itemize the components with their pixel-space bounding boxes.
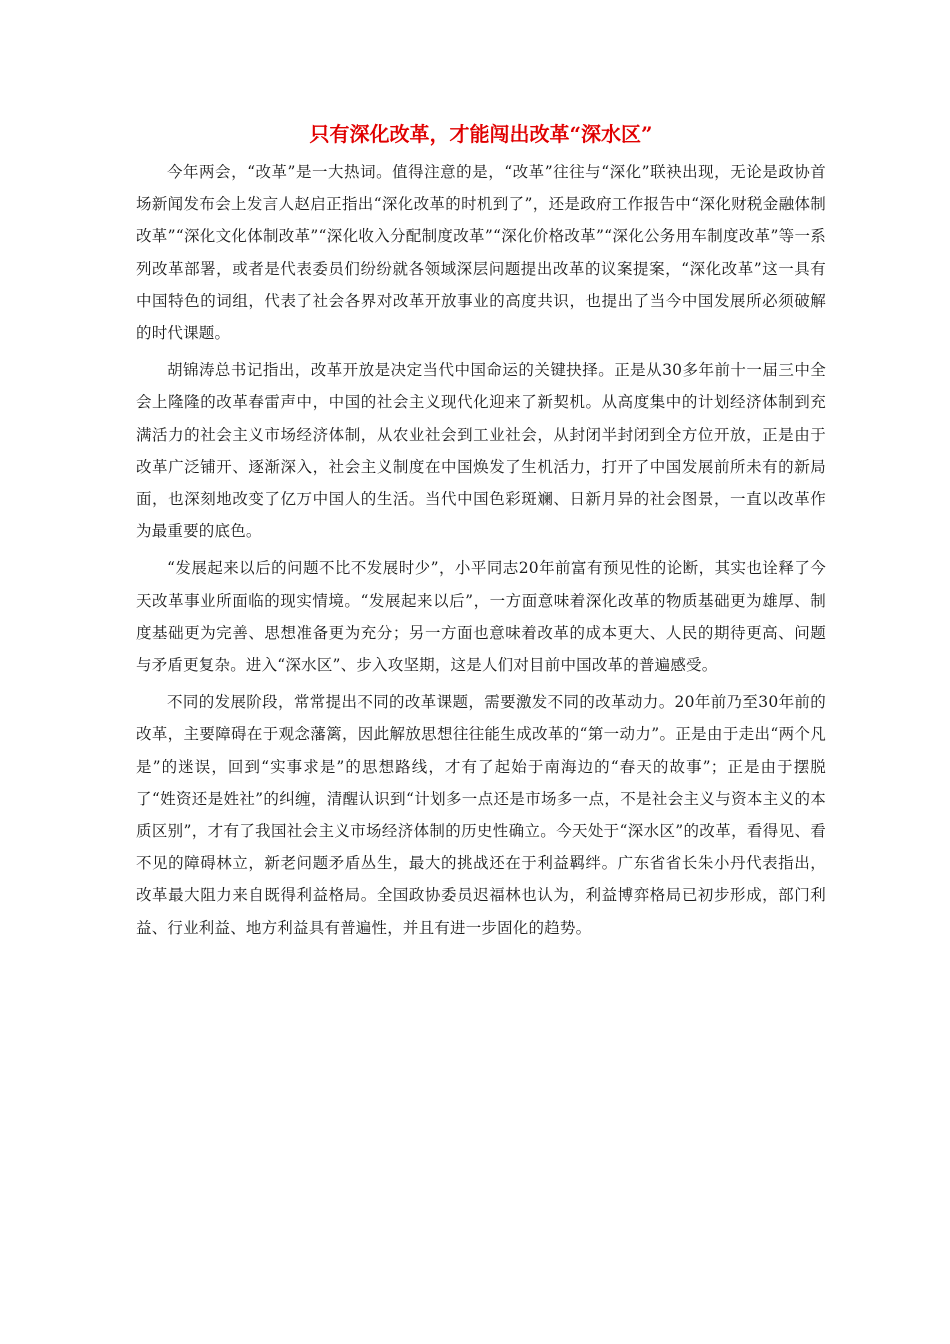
paragraph-2: 胡锦涛总书记指出，改革开放是决定当代中国命运的关键抉择。正是从30多年前十一届三中全会上隆隆的改革春雷声中，中国的社会主义现代化迎来了新契机。从高度集中的计划经济体制到充满活力的社会主义市场经济体制，从农业社会到工业社会，从封闭半封闭到全方位开放，正是由于改革广泛铺开、逐渐深入，社会主义制度在中国焕发了生机活力，打开了中国发展前所未有的新局面，也深刻地改变了亿万中国人的生活。当代中国色彩斑斓、日新月异的社会图景，一直以改革作为最重要的底色。 <box>136 361 826 541</box>
paragraph-3: “发展起来以后的问题不比不发展时少”，小平同志20年前富有预见性的论断，其实也诠释了今天改革事业所面临的现实情境。“发展起来以后”，一方面意味着深化改革的物质基础更为雄厚、制度基础更为完善、思想准备更为充分；另一方面也意味着改革的成本更大、人民的期待更高、问题与矛盾更复杂。进入“深水区”、步入攻坚期，这是人们对目前中国改革的普遍感受。 <box>136 559 826 675</box>
paragraph-1: 今年两会，“改革”是一大热词。值得注意的是，“改革”往往与“深化”联袂出现，无论是政协首场新闻发布会上发言人赵启正指出“深化改革的时机到了”，还是政府工作报告中“深化财税金融体制改革”“深化文化体制改革”“深化收入分配制度改革”“深化价格改革”“深化公务用车制度改革”等一系列改革部署，或者是代表委员们纷纷就各领域深层问题提出改革的议案提案，“深化改革”这一具有中国特色的词组，代表了社会各界对改革开放事业的高度共识，也提出了当今中国发展所必须破解的时代课题。 <box>136 163 826 343</box>
document-page <box>136 114 826 944</box>
paragraph-4: 不同的发展阶段，常常提出不同的改革课题，需要激发不同的改革动力。20年前乃至30年前的改革，主要障碍在于观念藩篱，因此解放思想往往能生成改革的“第一动力”。正是由于走出“两个凡是”的迷误，回到“实事求是”的思想路线，才有了起始于南海边的“春天的故事”；正是由于摆脱了“姓资还是姓社”的纠缠，清醒认识到“计划多一点还是市场多一点，不是社会主义与资本主义的本质区别”，才有了我国社会主义市场经济体制的历史性确立。今天处于“深水区”的改革，看得见、看不见的障碍林立，新老问题矛盾丛生，最大的挑战还在于利益羁绊。广东省省长朱小丹代表指出，改革最大阻力来自既得利益格局。全国政协委员迟福林也认为，利益博弈格局已初步形成，部门利益、行业利益、地方利益具有普遍性，并且有进一步固化的趋势。 <box>136 693 826 937</box>
article-title: 只有深化改革，才能闯出改革“深水区” <box>309 122 653 146</box>
